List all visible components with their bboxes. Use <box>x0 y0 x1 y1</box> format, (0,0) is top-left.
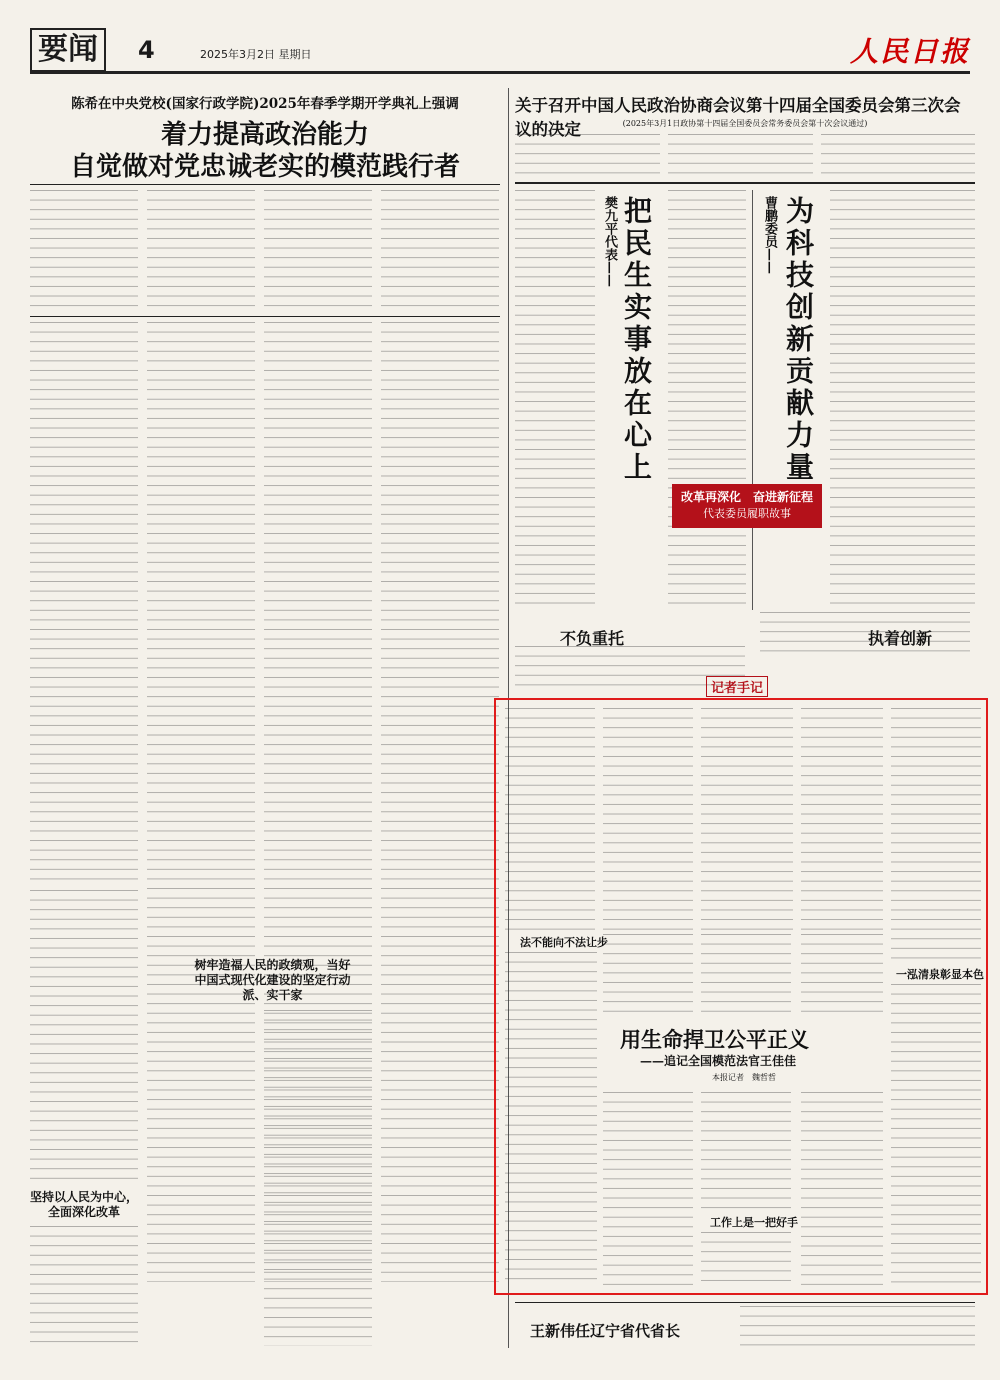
series-banner <box>672 484 822 528</box>
left-lead-col-2 <box>147 190 255 314</box>
fan-story-col-1 <box>515 190 595 610</box>
feature-col-5 <box>891 708 981 960</box>
feature-subheading-work: 工作上是一把好手 <box>710 1216 798 1229</box>
feature-col-1b <box>505 952 597 1286</box>
bottom-text <box>740 1306 975 1350</box>
left-body-col-1c <box>30 1226 138 1346</box>
left-lead-col-3 <box>264 190 372 314</box>
note-title-2: 执着创新 <box>868 629 933 648</box>
feature-col-1 <box>505 708 595 930</box>
decision-col-2 <box>668 134 813 176</box>
left-body-col-2 <box>147 322 255 1282</box>
left-lead-col-4 <box>381 190 499 314</box>
fan-story-col-2 <box>668 190 746 610</box>
column-label: 记者手记 <box>706 676 768 697</box>
feature-subheading-law: 法不能向不法让步 <box>520 936 608 949</box>
feature-subheading-spring: 一泓清泉彰显本色 <box>896 968 984 981</box>
feature-col-2 <box>603 708 693 930</box>
cao-headline: 为科技创新贡献力量 <box>782 196 815 484</box>
fan-kicker: 樊九平代表—— <box>602 196 617 287</box>
left-subheading-2: 坚持以人民为中心，全面深化改革 <box>30 1190 139 1219</box>
left-headline-2: 自觉做对党忠诚老实的模范践行者 <box>69 152 460 182</box>
decision-col-1 <box>515 134 660 176</box>
left-body-col-3b <box>264 1010 372 1346</box>
left-lead-col-1 <box>30 190 138 314</box>
left-kicker: 陈希在中央党校(国家行政学院)2025年春季学期开学典礼上强调 <box>71 96 459 112</box>
feature-col-3d <box>701 1232 791 1286</box>
left-body-col-4 <box>381 322 499 1282</box>
feature-byline: 本报记者 魏哲哲 <box>712 1073 776 1082</box>
left-body-col-1b <box>30 890 138 1180</box>
feature-col-2b <box>603 934 693 1016</box>
feature-col-3 <box>701 708 793 930</box>
left-headline-1: 着力提高政治能力 <box>160 120 369 150</box>
bottom-headline: 王新伟任辽宁省代省长 <box>530 1322 681 1340</box>
newspaper-logo: 人民日报 <box>849 35 970 68</box>
feature-headline: 用生命捍卫公平正义 <box>620 1027 809 1052</box>
series-banner-title: 改革再深化 奋进新征程 <box>680 490 813 504</box>
cao-story-col <box>830 190 975 610</box>
cao-kicker: 曹鹏委员—— <box>762 196 777 274</box>
section-label: 要闻 <box>30 28 106 72</box>
fan-headline: 把民生实事放在心上 <box>620 196 653 484</box>
decision-col-3 <box>821 134 975 176</box>
left-body-col-1 <box>30 322 138 882</box>
feature-col-5b <box>891 984 981 1286</box>
note-text-2 <box>760 612 970 652</box>
issue-date: 2025年3月2日 星期日 <box>200 48 312 61</box>
masthead <box>30 28 970 74</box>
feature-col-3c <box>701 1092 791 1210</box>
decision-subtitle: (2025年3月1日政协第十四届全国委员会常务委员会第十次会议通过) <box>622 119 868 128</box>
feature-subtitle: ——追记全国模范法官王佳佳 <box>640 1054 797 1068</box>
decision-headline: 关于召开中国人民政治协商会议第十四届全国委员会第三次会议的决定 <box>515 96 961 139</box>
feature-col-3b <box>701 934 791 1016</box>
page-number: 4 <box>138 36 155 64</box>
feature-col-4b <box>801 934 883 1016</box>
feature-col-4 <box>801 708 883 930</box>
feature-col-4c <box>801 1092 883 1286</box>
feature-col-2c <box>603 1092 693 1286</box>
series-banner-subtitle: 代表委员履职故事 <box>703 507 791 520</box>
left-subheading-1: 树牢造福人民的政绩观，当好中国式现代化建设的坚定行动派、实干家 <box>194 958 351 1002</box>
note-title-1: 不负重托 <box>560 629 625 648</box>
